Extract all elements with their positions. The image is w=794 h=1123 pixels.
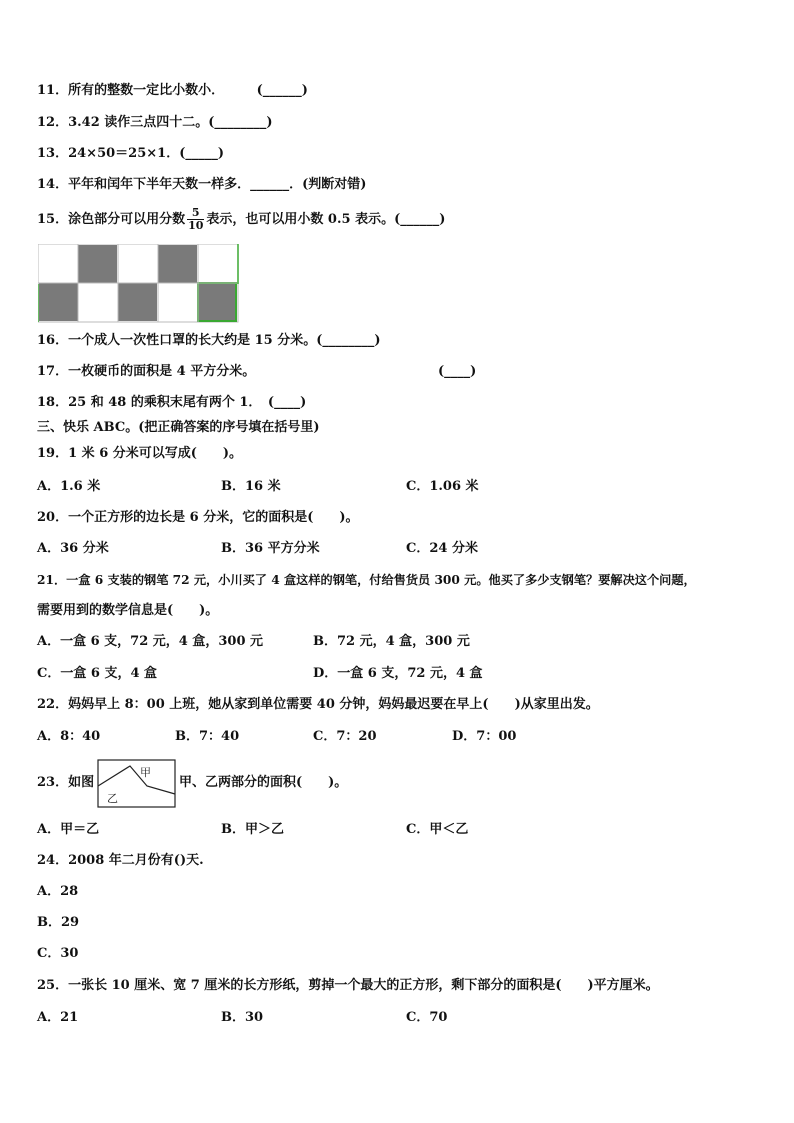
q22-option-d: D．7：00 xyxy=(452,729,517,744)
fraction-five-tenths xyxy=(187,207,204,232)
shaded-grid-figure xyxy=(38,244,240,324)
shaded-cell xyxy=(39,283,78,321)
question-14: 14．平年和闰年下半年天数一样多．______．(判断对错) xyxy=(37,177,367,192)
question-23-prefix: 23．如图 xyxy=(37,775,95,790)
q23-option-c: C．甲＜乙 xyxy=(406,822,469,837)
question-16: 16．一个成人一次性口罩的长大约是 15 分米。(________) xyxy=(37,333,381,348)
question-18: 18．25 和 48 的乘积末尾有两个 1． (____) xyxy=(37,395,307,410)
q23-option-a: A．甲＝乙 xyxy=(37,822,100,837)
question-22: 22．妈妈早上 8：00 上班，她从家到单位需要 40 分钟，妈妈最迟要在早上( )从家里出发。 xyxy=(37,697,599,712)
q21-option-c: C．一盒 6 支，4 盒 xyxy=(37,666,158,681)
q25-option-b: B．30 xyxy=(221,1010,264,1025)
label-yi: 乙 xyxy=(107,792,118,805)
question-17: 17．一枚硬币的面积是 4 平方分米。 xyxy=(37,364,256,379)
section-3-heading: 三、快乐 ABC。(把正确答案的序号填在括号里) xyxy=(37,420,320,435)
question-13: 13．24×50＝25×1．(_____) xyxy=(37,146,224,161)
question-11: 11．所有的整数一定比小数小． (______) xyxy=(37,83,308,98)
q25-option-c: C．70 xyxy=(406,1010,448,1025)
q24-option-b: B．29 xyxy=(37,915,80,930)
q19-option-b: B．16 米 xyxy=(221,479,281,494)
question-15-suffix: 表示，也可以用小数 0.5 表示。(______) xyxy=(206,212,446,227)
question-17-blank: (____) xyxy=(438,364,477,379)
question-25: 25．一张长 10 厘米、宽 7 厘米的长方形纸，剪掉一个最大的正方形，剩下部分的面积是( )平方厘米。 xyxy=(37,978,659,993)
question-12: 12．3.42 读作三点四十二。(________) xyxy=(37,115,273,130)
shaded-cell xyxy=(158,245,197,283)
q20-option-a: A．36 分米 xyxy=(37,541,109,556)
q22-option-a: A．8：40 xyxy=(37,729,101,744)
q25-option-a: A．21 xyxy=(37,1010,79,1025)
q19-option-c: C．1.06 米 xyxy=(406,479,479,494)
q22-option-b: B．7：40 xyxy=(175,729,240,744)
fraction-numerator: 5 xyxy=(187,207,204,220)
jia-yi-rectangle-figure xyxy=(97,759,177,809)
fraction-denominator: 10 xyxy=(188,219,204,232)
q23-option-b: B．甲＞乙 xyxy=(221,822,284,837)
q24-option-c: C．30 xyxy=(37,946,79,961)
question-24: 24．2008 年二月份有()天. xyxy=(37,853,204,868)
q24-option-a: A．28 xyxy=(37,884,79,899)
label-jia: 甲 xyxy=(140,766,151,779)
q21-option-b: B．72 元，4 盒，300 元 xyxy=(313,634,470,649)
question-23-suffix: 甲、乙两部分的面积( )。 xyxy=(179,775,348,790)
question-15-prefix: 15．涂色部分可以用分数 xyxy=(37,212,186,227)
q21-option-d: D．一盒 6 支，72 元，4 盒 xyxy=(313,666,483,681)
q21-option-a: A．一盒 6 支，72 元，4 盒，300 元 xyxy=(37,634,264,649)
shaded-cell-selected xyxy=(198,283,236,321)
question-19: 19．1 米 6 分米可以写成( )。 xyxy=(37,446,243,461)
question-15 xyxy=(37,205,445,235)
shaded-cell xyxy=(78,245,117,283)
question-21-line-2: 需要用到的数学信息是( )。 xyxy=(37,603,219,618)
q22-option-c: C．7：20 xyxy=(313,729,377,744)
question-21-line-1: 21．一盒 6 支装的钢笔 72 元，小川买了 4 盒这样的钢笔，付给售货员 300 元。他买了多少支钢笔？要解决这个问题， xyxy=(37,573,696,587)
q19-option-a: A．1.6 米 xyxy=(37,479,101,494)
shaded-cell xyxy=(118,283,157,321)
q20-option-b: B．36 平方分米 xyxy=(221,541,320,556)
q20-option-c: C．24 分米 xyxy=(406,541,478,556)
question-20: 20．一个正方形的边长是 6 分米，它的面积是( )。 xyxy=(37,510,359,525)
